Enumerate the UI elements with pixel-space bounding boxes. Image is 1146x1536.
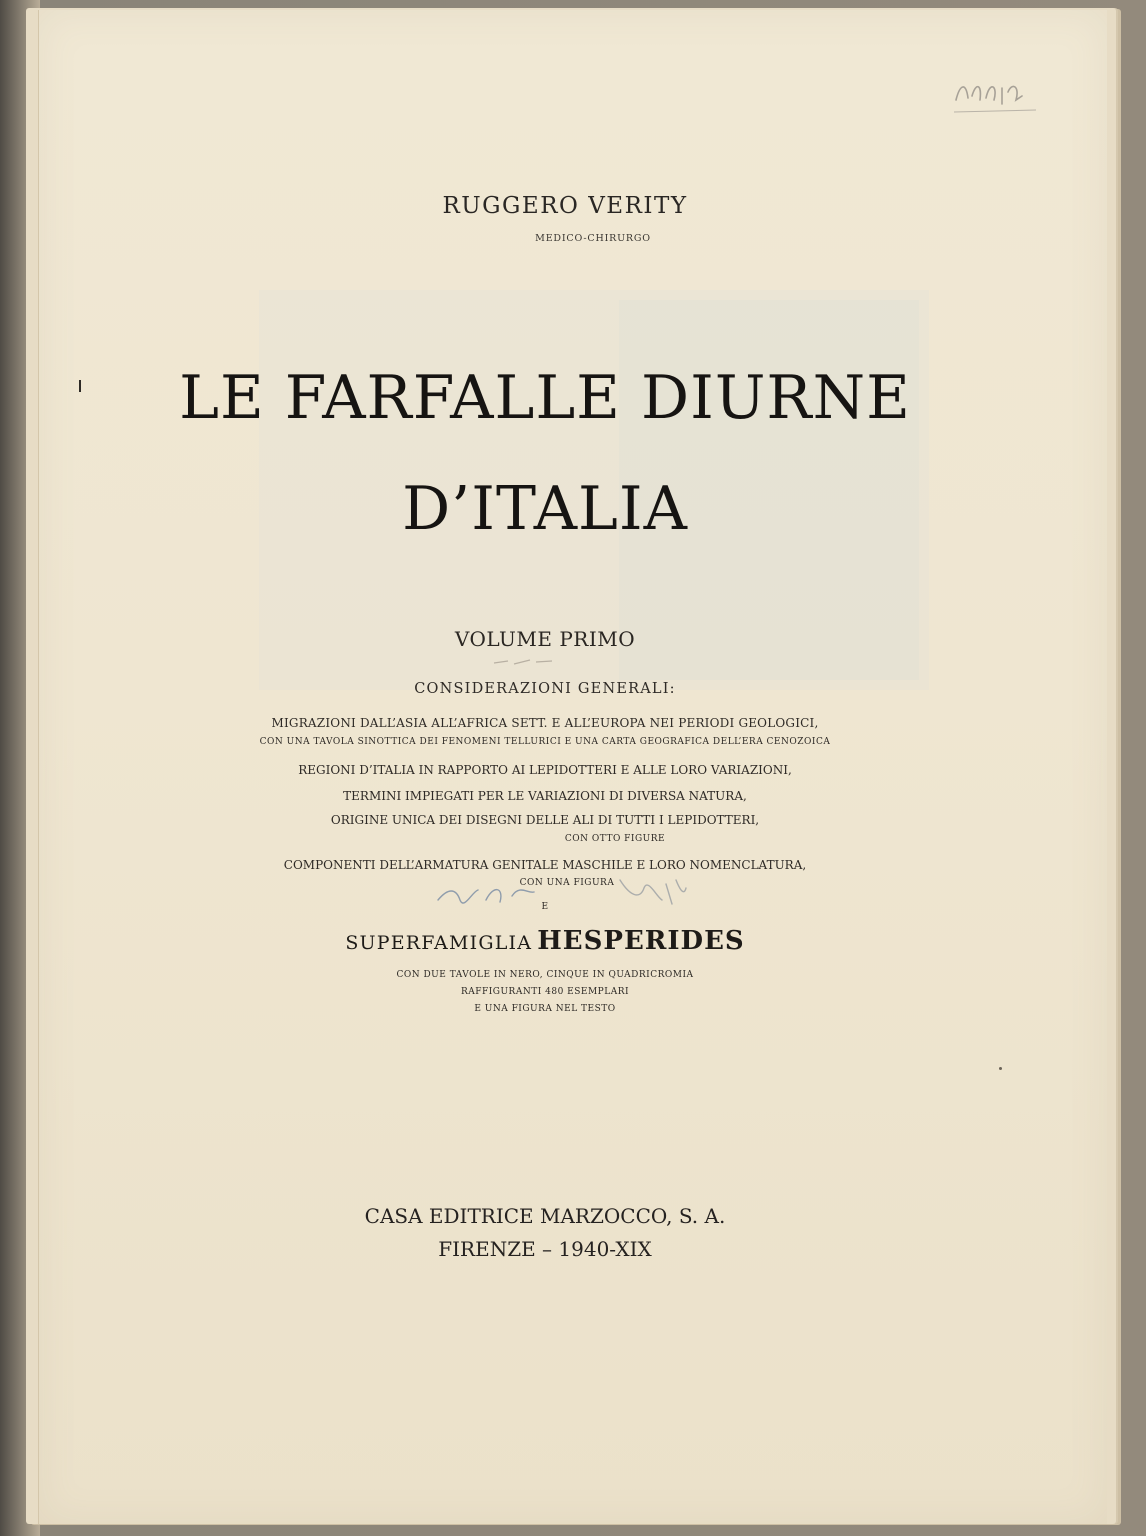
- author-profession: MEDICO-CHIRURGO: [535, 233, 651, 244]
- superfamily-note-1: CON DUE TAVOLE IN NERO, CINQUE IN QUADRICROMIA: [396, 970, 694, 980]
- contents-line-1: MIGRAZIONI DALL’ASIA ALL’AFRICA SETT. E ALL’EUROPA NEI PERIODI GEOLOGICI,: [271, 716, 819, 730]
- superfamily-note-3: E UNA FIGURA NEL TESTO: [474, 1004, 616, 1014]
- superfamily-name: HESPERIDES: [537, 926, 745, 956]
- volume-label: VOLUME PRIMO: [454, 627, 636, 651]
- contents-line-1-note: CON UNA TAVOLA SINOTTICA DEI FENOMENI TELLURICI E UNA CARTA GEOGRAFICA DELL’ERA CENOZOICA: [259, 737, 831, 747]
- contents-line-5: COMPONENTI DELL’ARMATURA GENITALE MASCHILE E LORO NOMENCLATURA,: [283, 858, 807, 872]
- contents-line-4-note: CON OTTO FIGURE: [564, 834, 666, 844]
- contents-line-5-note: CON UNA FIGURA: [519, 878, 615, 888]
- contents-line-2: REGIONI D’ITALIA IN RAPPORTO AI LEPIDOTTERI E ALLE LORO VARIAZIONI,: [298, 763, 792, 777]
- contents-line-4: ORIGINE UNICA DEI DISEGNI DELLE ALI DI TUTTI I LEPIDOTTERI,: [330, 813, 760, 827]
- book-title-line-1: LE FARFALLE DIURNE: [179, 363, 911, 433]
- paper-spot: [999, 1067, 1002, 1070]
- place-and-date: FIRENZE – 1940-XIX: [438, 1237, 652, 1261]
- book-title-line-2: D’ITALIA: [402, 474, 688, 544]
- contents-line-3: TERMINI IMPIEGATI PER LE VARIAZIONI DI DIVERSA NATURA,: [343, 789, 747, 803]
- superfamily-prefix: SUPERFAMIGLIA: [345, 932, 533, 954]
- superfamily-note-2: RAFFIGURANTI 480 ESEMPLARI: [460, 987, 630, 997]
- contents-conjunction: E: [541, 902, 549, 912]
- superfamily-heading: [0, 926, 1118, 956]
- author-name: RUGGERO VERITY: [442, 193, 688, 219]
- publisher: CASA EDITRICE MARZOCCO, S. A.: [364, 1204, 726, 1228]
- contents-heading: CONSIDERAZIONI GENERALI:: [414, 681, 676, 697]
